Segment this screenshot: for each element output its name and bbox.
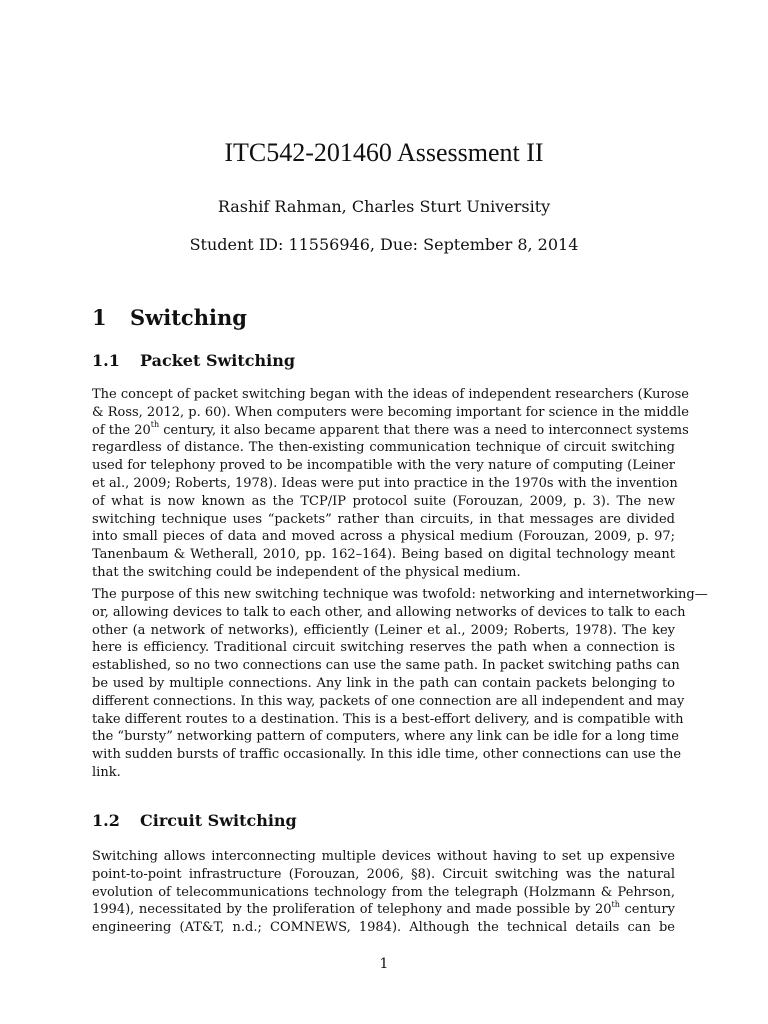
text-line: the “bursty” networking pattern of computers, where any link can be idle for a long time <box>92 729 679 745</box>
text-line: other (a network of networks), efficiently (Leiner et al., 2009; Roberts, 1978). The key <box>92 622 675 638</box>
text-line: that the switching could be independent of the physical medium. <box>92 564 521 580</box>
document-title: ITC542-201460 Assessment II <box>224 138 544 167</box>
text-line: with sudden bursts of traffic occasionally. In this idle time, other connections can use the <box>92 747 682 763</box>
text-line: point-to-point infrastructure (Forouzan, 2006, §8). Circuit switching was the natural <box>92 866 675 882</box>
text-line: into small pieces of data and moved across a physical medium (Forouzan, 2009, p. 97; <box>92 529 675 545</box>
text-line: Tanenbaum & Wetherall, 2010, pp. 162–164). Being based on digital technology meant <box>92 547 675 563</box>
text-line <box>92 901 675 919</box>
paragraph-packet-switching-purpose <box>92 586 708 782</box>
subsection-heading-packet-switching <box>92 350 295 372</box>
paragraph-circuit-switching <box>92 848 675 937</box>
text-line: different connections. In this way, packets of one connection are all independent and may <box>92 693 685 709</box>
text-fragment: of the 20 <box>92 422 151 438</box>
section-number: 1 <box>92 305 107 330</box>
text-line <box>92 420 689 440</box>
text-line: of what is now known as the TCP/IP protocol suite (Forouzan, 2009, p. 3). The new <box>92 493 675 509</box>
text-line: evolution of telecommunications technology from the telegraph (Holzmann & Pehrson, <box>92 884 675 900</box>
text-fragment: 1994), necessitated by the proliferation of telephony and made possible by 20 <box>92 902 612 918</box>
text-line: take different routes to a destination. This is a best-effort delivery, and is compatible with <box>92 711 684 727</box>
subsection-number: 1.1 <box>92 351 120 370</box>
text-line: Switching allows interconnecting multiple devices without having to set up expensive <box>92 849 675 864</box>
page-number: 1 <box>379 956 389 972</box>
text-line: & Ross, 2012, p. 60). When computers were becoming important for science in the middle <box>92 404 689 420</box>
paragraph-packet-switching-history <box>92 386 689 582</box>
subsection-heading-circuit-switching <box>92 810 297 832</box>
text-fragment: century <box>619 902 675 918</box>
section-title: Switching <box>130 305 247 330</box>
text-line: here is efficiency. Traditional circuit switching reserves the path when a connection is <box>92 640 675 656</box>
text-line: link. <box>92 764 121 780</box>
text-line: switching technique uses “packets” rather than circuits, in that messages are divided <box>92 511 675 527</box>
text-line: et al., 2009; Roberts, 1978). Ideas were put into practice in the 1970s with the invention <box>92 475 678 491</box>
student-id-due-line: Student ID: 11556946, Due: September 8, 2014 <box>189 235 579 254</box>
author-line: Rashif Rahman, Charles Sturt University <box>217 197 551 216</box>
superscript: th <box>150 420 160 430</box>
subsection-title: Circuit Switching <box>140 811 297 830</box>
text-line: The concept of packet switching began with the ideas of independent researchers (Kurose <box>92 387 689 402</box>
subsection-title: Packet Switching <box>140 351 296 370</box>
text-line: or, allowing devices to talk to each other, and allowing networks of devices to talk to each <box>92 604 686 620</box>
text-line: The purpose of this new switching technique was twofold: networking and internetworking— <box>92 587 708 602</box>
text-line: be used by multiple connections. Any link in the path can contain packets belonging to <box>92 675 675 691</box>
subsection-number: 1.2 <box>92 811 120 830</box>
text-line: established, so no two connections can use the same path. In packet switching paths can <box>92 658 680 674</box>
superscript: th <box>611 900 620 910</box>
text-line: engineering (AT&T, n.d.; COMNEWS, 1984). Although the technical details can be <box>92 920 675 936</box>
text-line: used for telephony proved to be incompatible with the very nature of computing (Leiner <box>92 458 675 474</box>
text-line: regardless of distance. The then-existing communication technique of circuit switching <box>92 440 675 456</box>
section-heading-switching <box>92 304 247 332</box>
text-fragment: century, it also became apparent that there was a need to interconnect systems <box>159 422 689 438</box>
